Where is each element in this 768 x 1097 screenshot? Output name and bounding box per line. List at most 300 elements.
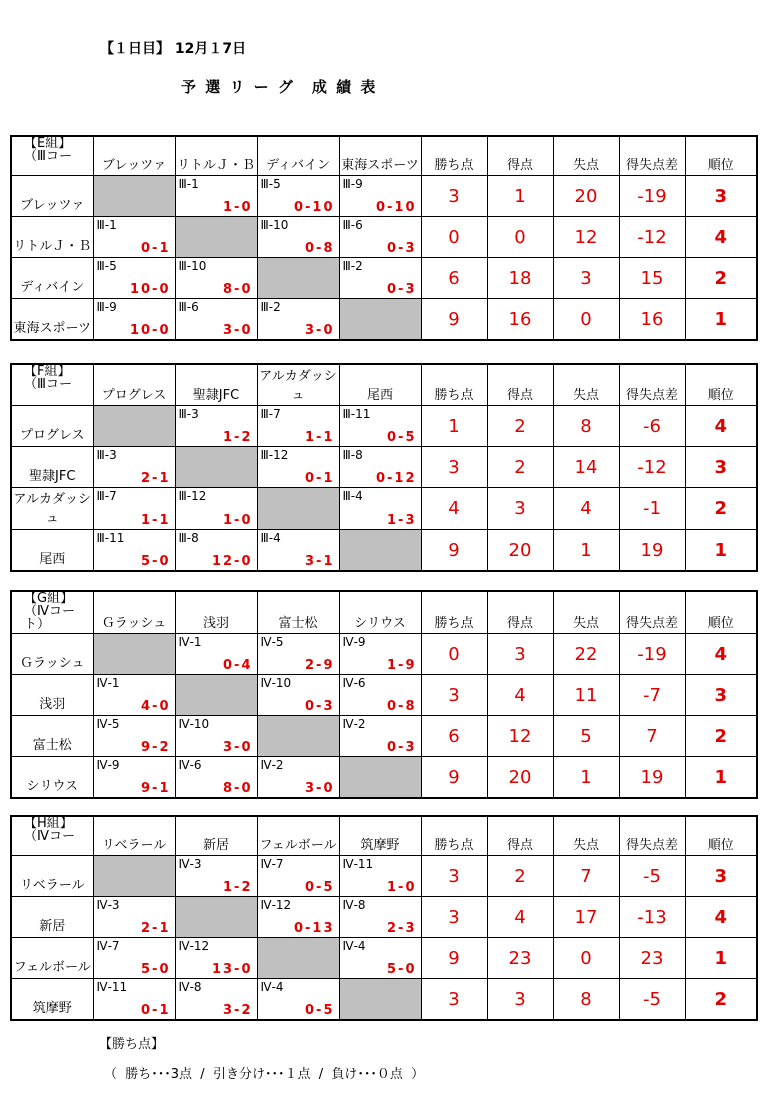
match-cell xyxy=(257,979,339,1021)
rank-value: 2 xyxy=(685,979,757,1021)
column-header-team: アルカダッシュ xyxy=(257,364,339,406)
match-score: 5-0 xyxy=(141,962,171,977)
goal-diff-value: -1 xyxy=(619,488,685,530)
row-team-name: 新居 xyxy=(11,897,93,938)
match-score: 8-0 xyxy=(223,781,253,796)
row-team-name: フェルボール xyxy=(11,938,93,979)
match-score: 1-0 xyxy=(223,513,253,528)
match-number: Ⅳ-6 xyxy=(178,758,202,772)
match-cell xyxy=(257,217,339,258)
court-label: （Ⅳコー xyxy=(24,829,75,844)
goal-diff-value: 7 xyxy=(619,716,685,757)
goals-for-value: 3 xyxy=(487,488,553,530)
match-number: Ⅲ-6 xyxy=(342,218,363,232)
group-table xyxy=(10,815,758,1021)
group-label-cell xyxy=(11,364,93,406)
rank-value: 3 xyxy=(685,176,757,217)
self-match-cell xyxy=(93,856,175,897)
match-score: 3-0 xyxy=(223,740,253,755)
match-number: Ⅳ-11 xyxy=(342,857,374,871)
match-score: 5-0 xyxy=(141,554,171,569)
self-match-cell xyxy=(339,979,421,1021)
match-number: Ⅲ-1 xyxy=(96,218,117,232)
points-value: 9 xyxy=(421,757,487,799)
match-number: Ⅳ-1 xyxy=(96,676,120,690)
goal-diff-value: -7 xyxy=(619,675,685,716)
rank-value: 1 xyxy=(685,938,757,979)
goal-diff-value: -6 xyxy=(619,406,685,447)
legend-title: 【勝ち点】 xyxy=(99,1037,165,1052)
match-score: 8-0 xyxy=(223,282,253,297)
match-score: 0-5 xyxy=(305,880,335,895)
goals-against-value: 8 xyxy=(553,979,619,1021)
group-table xyxy=(10,135,758,341)
match-cell xyxy=(93,488,175,530)
match-cell xyxy=(339,217,421,258)
match-number: Ⅲ-2 xyxy=(260,300,281,314)
goals-for-value: 16 xyxy=(487,299,553,341)
match-cell xyxy=(93,447,175,488)
match-cell xyxy=(339,897,421,938)
goals-for-value: 1 xyxy=(487,176,553,217)
match-number: Ⅲ-7 xyxy=(96,489,117,503)
goals-against-value: 14 xyxy=(553,447,619,488)
match-score: 3-0 xyxy=(305,781,335,796)
goals-against-value: 1 xyxy=(553,530,619,572)
rank-value: 2 xyxy=(685,258,757,299)
match-score: 10-0 xyxy=(129,323,171,338)
row-team-name: ディバイン xyxy=(11,258,93,299)
match-score: 12-0 xyxy=(211,554,253,569)
match-score: 0-12 xyxy=(375,471,417,486)
match-cell xyxy=(175,406,257,447)
match-cell xyxy=(257,757,339,799)
table-row xyxy=(11,856,757,897)
rank-value: 2 xyxy=(685,716,757,757)
points-value: 6 xyxy=(421,258,487,299)
goal-diff-value: 19 xyxy=(619,757,685,799)
match-number: Ⅳ-8 xyxy=(178,980,202,994)
points-value: 3 xyxy=(421,447,487,488)
match-score: 0-5 xyxy=(305,1003,335,1018)
match-score: 3-0 xyxy=(305,323,335,338)
goals-for-value: 18 xyxy=(487,258,553,299)
court-label: （Ⅲコー xyxy=(24,377,72,392)
row-team-name: リベラール xyxy=(11,856,93,897)
group-label-cell xyxy=(11,816,93,856)
column-header-team: リベラール xyxy=(93,816,175,856)
points-value: 0 xyxy=(421,217,487,258)
match-number: Ⅳ-7 xyxy=(96,939,120,953)
match-score: 0-3 xyxy=(305,699,335,714)
rank-value: 1 xyxy=(685,530,757,572)
match-number: Ⅳ-11 xyxy=(96,980,128,994)
match-score: 13-0 xyxy=(211,962,253,977)
match-number: Ⅲ-2 xyxy=(342,259,363,273)
match-cell xyxy=(175,979,257,1021)
table-row xyxy=(11,406,757,447)
match-number: Ⅲ-7 xyxy=(260,407,281,421)
goal-diff-value: -12 xyxy=(619,217,685,258)
goals-against-value: 1 xyxy=(553,757,619,799)
match-number: Ⅳ-4 xyxy=(342,939,366,953)
table-row xyxy=(11,217,757,258)
column-header-team: Ｇラッシュ xyxy=(93,591,175,634)
match-cell xyxy=(175,757,257,799)
column-header-team: 富士松 xyxy=(257,591,339,634)
table-row xyxy=(11,488,757,530)
match-number: Ⅳ-4 xyxy=(260,980,284,994)
table-row xyxy=(11,897,757,938)
match-cell xyxy=(175,299,257,341)
goals-against-value: 0 xyxy=(553,938,619,979)
match-cell xyxy=(93,757,175,799)
match-score: 1-1 xyxy=(141,513,171,528)
match-score: 1-2 xyxy=(223,430,253,445)
goals-against-value: 22 xyxy=(553,634,619,675)
match-cell xyxy=(257,406,339,447)
column-header-team: ディバイン xyxy=(257,136,339,176)
column-header-team: フェルボール xyxy=(257,816,339,856)
self-match-cell xyxy=(175,897,257,938)
column-header-team: 筑摩野 xyxy=(339,816,421,856)
match-cell xyxy=(339,447,421,488)
self-match-cell xyxy=(93,406,175,447)
match-number: Ⅳ-10 xyxy=(178,717,210,731)
match-score: 2-9 xyxy=(305,658,335,673)
goals-against-value: 12 xyxy=(553,217,619,258)
rank-value: 4 xyxy=(685,217,757,258)
row-team-name: 尾西 xyxy=(11,530,93,572)
match-cell xyxy=(339,716,421,757)
match-score: 9-2 xyxy=(141,740,171,755)
match-cell xyxy=(93,530,175,572)
column-header-goals-against: 失点 xyxy=(553,364,619,406)
points-value: 3 xyxy=(421,856,487,897)
self-match-cell xyxy=(257,258,339,299)
points-value: 3 xyxy=(421,979,487,1021)
group-label-cell xyxy=(11,591,93,634)
row-team-name: 聖隷JFC xyxy=(11,447,93,488)
column-header-team: 東海スポーツ xyxy=(339,136,421,176)
column-header-goal-diff: 得失点差 xyxy=(619,136,685,176)
match-number: Ⅲ-4 xyxy=(342,489,363,503)
court-label: （Ⅳコート） xyxy=(24,604,75,632)
match-score: 0-1 xyxy=(141,1003,171,1018)
self-match-cell xyxy=(257,938,339,979)
column-header-points: 勝ち点 xyxy=(421,591,487,634)
table-row xyxy=(11,530,757,572)
rank-value: 4 xyxy=(685,406,757,447)
self-match-cell xyxy=(339,299,421,341)
match-number: Ⅳ-2 xyxy=(342,717,366,731)
goals-against-value: 3 xyxy=(553,258,619,299)
column-header-points: 勝ち点 xyxy=(421,816,487,856)
match-cell xyxy=(339,634,421,675)
match-cell xyxy=(339,176,421,217)
header-row xyxy=(11,591,757,634)
row-team-name: 筑摩野 xyxy=(11,979,93,1021)
match-number: Ⅳ-7 xyxy=(260,857,284,871)
match-cell xyxy=(257,530,339,572)
column-header-team: シリウス xyxy=(339,591,421,634)
goals-against-value: 11 xyxy=(553,675,619,716)
match-score: 0-10 xyxy=(375,200,417,215)
match-score: 0-8 xyxy=(305,241,335,256)
column-header-team: 浅羽 xyxy=(175,591,257,634)
goals-for-value: 0 xyxy=(487,217,553,258)
match-number: Ⅳ-9 xyxy=(342,635,366,649)
points-value: 3 xyxy=(421,176,487,217)
match-cell xyxy=(175,856,257,897)
goals-for-value: 12 xyxy=(487,716,553,757)
column-header-goals-against: 失点 xyxy=(553,816,619,856)
match-score: 1-3 xyxy=(387,513,417,528)
table-row xyxy=(11,675,757,716)
goals-against-value: 0 xyxy=(553,299,619,341)
match-cell xyxy=(339,258,421,299)
match-score: 1-1 xyxy=(305,430,335,445)
match-number: Ⅲ-3 xyxy=(178,407,199,421)
column-header-points: 勝ち点 xyxy=(421,136,487,176)
self-match-cell xyxy=(93,176,175,217)
self-match-cell xyxy=(257,488,339,530)
match-score: 0-5 xyxy=(387,430,417,445)
match-number: Ⅲ-5 xyxy=(260,177,281,191)
self-match-cell xyxy=(93,634,175,675)
goals-for-value: 2 xyxy=(487,447,553,488)
goal-diff-value: -19 xyxy=(619,634,685,675)
column-header-team: リトルＪ・Ｂ xyxy=(175,136,257,176)
match-score: 10-0 xyxy=(129,282,171,297)
goals-for-value: 4 xyxy=(487,675,553,716)
match-cell xyxy=(175,176,257,217)
header-row xyxy=(11,136,757,176)
match-cell xyxy=(257,299,339,341)
group-name: 【E組】 xyxy=(24,136,72,151)
match-cell xyxy=(93,897,175,938)
row-team-name: プログレス xyxy=(11,406,93,447)
rank-value: 4 xyxy=(685,634,757,675)
match-number: Ⅲ-5 xyxy=(96,259,117,273)
row-team-name: 富士松 xyxy=(11,716,93,757)
match-score: 0-4 xyxy=(223,658,253,673)
match-cell xyxy=(93,938,175,979)
match-cell xyxy=(175,530,257,572)
goals-for-value: 2 xyxy=(487,856,553,897)
row-team-name: 東海スポーツ xyxy=(11,299,93,341)
column-header-goal-diff: 得失点差 xyxy=(619,591,685,634)
match-cell xyxy=(93,258,175,299)
points-value: 9 xyxy=(421,938,487,979)
match-number: Ⅲ-10 xyxy=(260,218,289,232)
match-cell xyxy=(257,447,339,488)
rank-value: 3 xyxy=(685,447,757,488)
match-cell xyxy=(175,716,257,757)
match-score: 3-0 xyxy=(223,323,253,338)
match-score: 0-10 xyxy=(293,200,335,215)
column-header-team: プログレス xyxy=(93,364,175,406)
goal-diff-value: 19 xyxy=(619,530,685,572)
match-cell xyxy=(339,856,421,897)
self-match-cell xyxy=(339,530,421,572)
rank-value: 2 xyxy=(685,488,757,530)
match-number: Ⅲ-9 xyxy=(96,300,117,314)
match-number: Ⅲ-3 xyxy=(96,448,117,462)
match-cell xyxy=(93,675,175,716)
goals-for-value: 2 xyxy=(487,406,553,447)
column-header-team: 尾西 xyxy=(339,364,421,406)
goal-diff-value: 23 xyxy=(619,938,685,979)
rank-value: 1 xyxy=(685,299,757,341)
match-cell xyxy=(93,979,175,1021)
match-cell xyxy=(175,938,257,979)
points-value: 9 xyxy=(421,299,487,341)
table-row xyxy=(11,938,757,979)
group-name: 【F組】 xyxy=(24,364,71,379)
match-number: Ⅲ-12 xyxy=(260,448,289,462)
table-row xyxy=(11,757,757,799)
match-score: 1-0 xyxy=(387,880,417,895)
match-score: 2-1 xyxy=(141,921,171,936)
match-score: 9-1 xyxy=(141,781,171,796)
match-number: Ⅲ-11 xyxy=(96,531,125,545)
row-team-name: シリウス xyxy=(11,757,93,799)
self-match-cell xyxy=(175,217,257,258)
match-score: 2-1 xyxy=(141,471,171,486)
column-header-goals-for: 得点 xyxy=(487,591,553,634)
match-number: Ⅲ-10 xyxy=(178,259,207,273)
column-header-rank: 順位 xyxy=(685,816,757,856)
group-name: 【H組】 xyxy=(24,816,73,831)
match-number: Ⅳ-9 xyxy=(96,758,120,772)
goal-diff-value: -5 xyxy=(619,979,685,1021)
header-row xyxy=(11,816,757,856)
match-number: Ⅳ-5 xyxy=(96,717,120,731)
row-team-name: アルカダッシュ xyxy=(11,488,93,530)
goals-for-value: 23 xyxy=(487,938,553,979)
column-header-goal-diff: 得失点差 xyxy=(619,816,685,856)
match-score: 3-2 xyxy=(223,1003,253,1018)
match-cell xyxy=(339,406,421,447)
goal-diff-value: -12 xyxy=(619,447,685,488)
column-header-goal-diff: 得失点差 xyxy=(619,364,685,406)
goal-diff-value: -5 xyxy=(619,856,685,897)
match-number: Ⅳ-12 xyxy=(260,898,292,912)
table-row xyxy=(11,716,757,757)
points-value: 9 xyxy=(421,530,487,572)
rank-value: 1 xyxy=(685,757,757,799)
column-header-team: 聖隷JFC xyxy=(175,364,257,406)
self-match-cell xyxy=(257,716,339,757)
match-number: Ⅳ-5 xyxy=(260,635,284,649)
column-header-rank: 順位 xyxy=(685,591,757,634)
day-label: 【１日目】 12月１7日 xyxy=(100,41,247,57)
column-header-rank: 順位 xyxy=(685,364,757,406)
match-score: 2-3 xyxy=(387,921,417,936)
match-number: Ⅳ-6 xyxy=(342,676,366,690)
page-title: 予 選 リ ー グ 成 績 表 xyxy=(181,78,378,96)
header-row xyxy=(11,364,757,406)
match-cell xyxy=(339,675,421,716)
points-value: 0 xyxy=(421,634,487,675)
match-cell xyxy=(175,488,257,530)
column-header-goals-for: 得点 xyxy=(487,136,553,176)
match-number: Ⅲ-11 xyxy=(342,407,371,421)
match-cell xyxy=(175,258,257,299)
goals-for-value: 3 xyxy=(487,634,553,675)
match-cell xyxy=(257,856,339,897)
match-cell xyxy=(93,716,175,757)
match-number: Ⅳ-3 xyxy=(96,898,120,912)
table-row xyxy=(11,176,757,217)
court-label: （Ⅲコー xyxy=(24,149,72,164)
column-header-rank: 順位 xyxy=(685,136,757,176)
match-score: 0-3 xyxy=(387,241,417,256)
match-cell xyxy=(257,675,339,716)
goal-diff-value: -13 xyxy=(619,897,685,938)
table-row xyxy=(11,258,757,299)
goal-diff-value: -19 xyxy=(619,176,685,217)
match-cell xyxy=(339,488,421,530)
group-name: 【G組】 xyxy=(24,591,74,606)
match-number: Ⅲ-4 xyxy=(260,531,281,545)
goal-diff-value: 16 xyxy=(619,299,685,341)
column-header-team: ブレッツァ xyxy=(93,136,175,176)
match-score: 4-0 xyxy=(141,699,171,714)
table-row xyxy=(11,634,757,675)
goals-for-value: 3 xyxy=(487,979,553,1021)
legend-text: （ 勝ち･･･3点 / 引き分け･･･１点 / 負け･･･０点 ） xyxy=(104,1067,425,1082)
match-score: 0-3 xyxy=(387,282,417,297)
table-row xyxy=(11,447,757,488)
goals-against-value: 20 xyxy=(553,176,619,217)
points-value: 3 xyxy=(421,897,487,938)
match-cell xyxy=(257,634,339,675)
match-number: Ⅲ-6 xyxy=(178,300,199,314)
match-number: Ⅲ-12 xyxy=(178,489,207,503)
self-match-cell xyxy=(339,757,421,799)
match-score: 1-9 xyxy=(387,658,417,673)
match-score: 0-3 xyxy=(387,740,417,755)
match-number: Ⅳ-10 xyxy=(260,676,292,690)
column-header-team: 新居 xyxy=(175,816,257,856)
column-header-goals-for: 得点 xyxy=(487,816,553,856)
match-number: Ⅲ-9 xyxy=(342,177,363,191)
match-score: 0-1 xyxy=(141,241,171,256)
match-number: Ⅲ-8 xyxy=(342,448,363,462)
points-value: 6 xyxy=(421,716,487,757)
match-cell xyxy=(175,634,257,675)
match-number: Ⅳ-8 xyxy=(342,898,366,912)
rank-value: 4 xyxy=(685,897,757,938)
goals-against-value: 4 xyxy=(553,488,619,530)
self-match-cell xyxy=(175,447,257,488)
match-cell xyxy=(257,176,339,217)
goals-for-value: 20 xyxy=(487,530,553,572)
match-number: Ⅳ-12 xyxy=(178,939,210,953)
goal-diff-value: 15 xyxy=(619,258,685,299)
column-header-points: 勝ち点 xyxy=(421,364,487,406)
match-score: 0-8 xyxy=(387,699,417,714)
row-team-name: ブレッツァ xyxy=(11,176,93,217)
match-cell xyxy=(93,217,175,258)
table-row xyxy=(11,299,757,341)
match-number: Ⅲ-8 xyxy=(178,531,199,545)
match-score: 1-0 xyxy=(223,200,253,215)
column-header-goals-against: 失点 xyxy=(553,136,619,176)
row-team-name: Ｇラッシュ xyxy=(11,634,93,675)
